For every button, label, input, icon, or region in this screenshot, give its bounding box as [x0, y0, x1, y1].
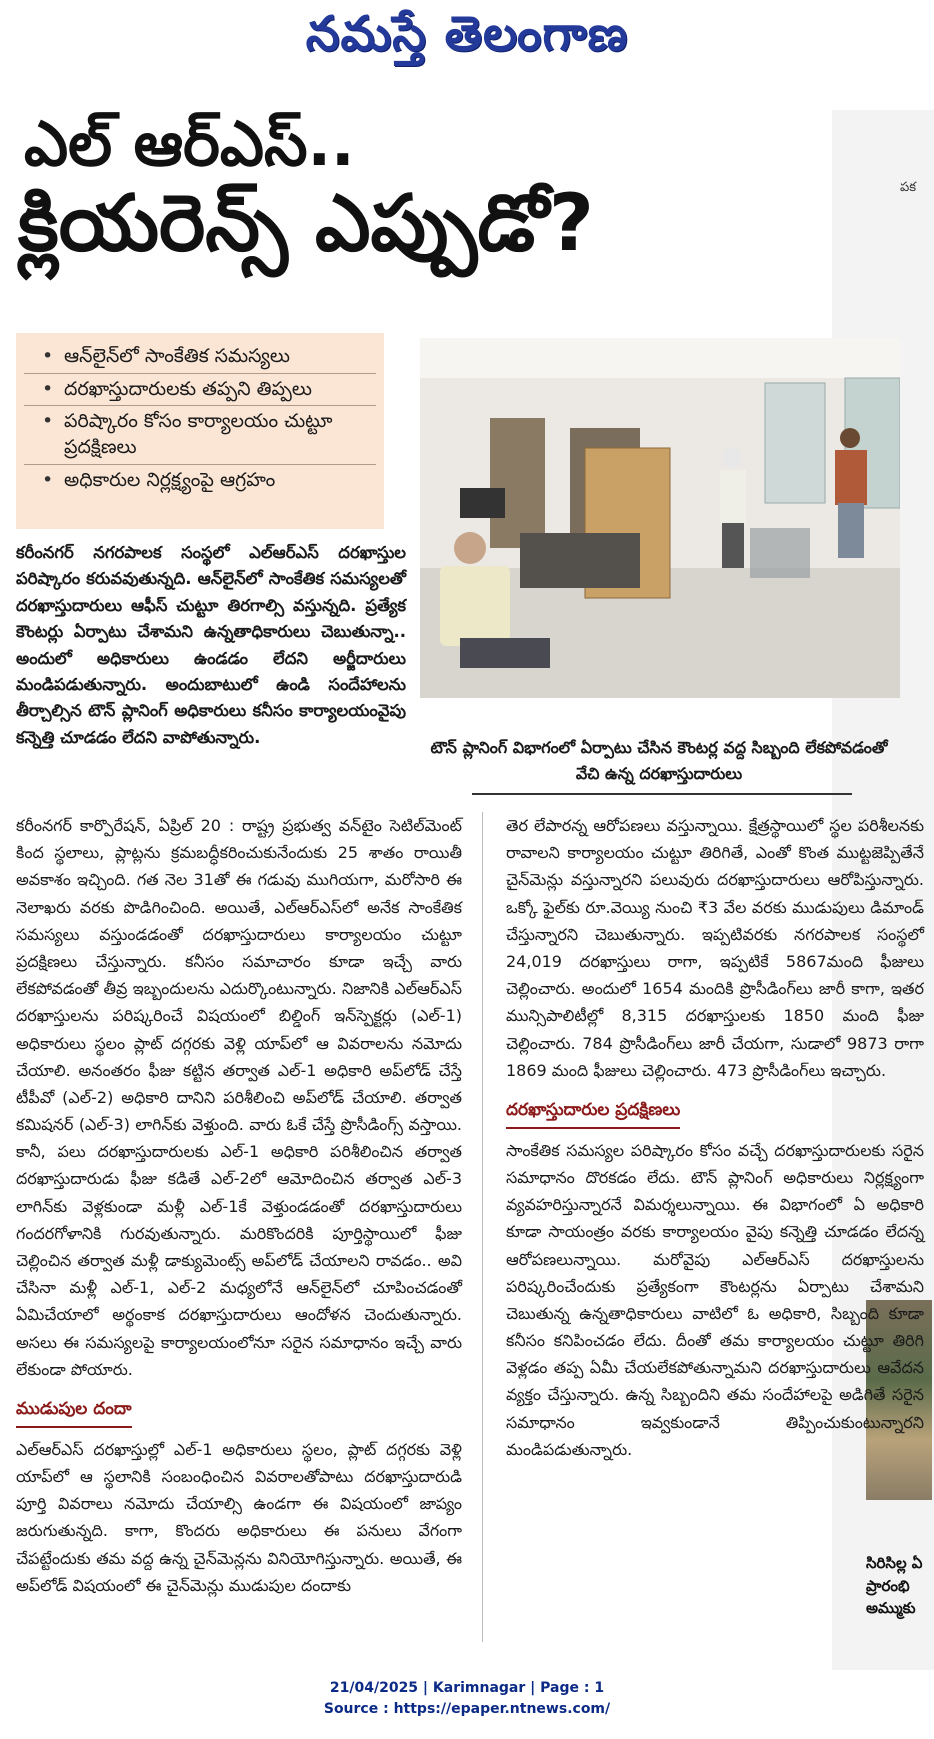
headline-line-1: ఎల్ ఆర్ఎస్.. — [24, 107, 355, 180]
office-scene-illustration — [420, 338, 900, 698]
highlight-item: • ఆన్‌లైన్‌లో సాంకేతిక సమస్యలు — [24, 341, 376, 374]
bullet-icon: • — [42, 345, 54, 367]
highlights-box — [16, 333, 384, 529]
body-paragraph: ఎల్ఆర్ఎస్ దరఖాస్తుల్లో ఎల్-1 అధికారులు స్థలం, ప్లాట్ దగ్గరకు వెళ్లి యాప్‌లో ఆ స్థలానికి సంబంధించిన వివరాలతోపాటు దరఖాస్తుదారుడి పూర్తి వివరాలు నమోదు చేయాల్సి ఉండగా ఈ విషయంలో జాప్యం జరుగుతున్నది. కాగా, కొందరు అధికారులు ఈ పనులు వేగంగా చేపట్టేందుకు తమ వద్ద ఉన్న చైన్‌మెన్లను వినియోగిస్తున్నారు. అయితే, ఈ అప్‌లోడ్ విషయంలో ఈ చైన్‌మెన్లు ముడుపుల దందాకు — [16, 1439, 462, 1595]
column-divider — [482, 812, 483, 1642]
body-paragraph: సాంకేతిక సమస్యల పరిష్కారం కోసం వచ్చే దరఖాస్తుదారులకు సరైన సమాధానం దొరకడం లేదు. టౌన్ ప్లానింగ్ అధికారులు నిర్లక్ష్యంగా వ్యవహరిస్తున్నారనే విమర్శలున్నాయి. ఈ విభాగంలో ఏ అధికారి కూడా సాయంత్రం వరకు కార్యాలయం వైపు కన్నెత్తి చూడడం లేదన్న ఆరోపణలున్నాయి. మరోవైపు ఎల్ఆర్ఎస్ దరఖాస్తులను పరిష్కరించేందుకు ప్రత్యేకంగా కౌంటర్లను ఏర్పాటు చేశామని చెబుతున్న ఉన్నతాధికారులు వాటిలో ఓ అధికారి, సిబ్బంది కూడా కనీసం కనిపించడం లేదు. దీంతో తమ కార్యాలయం చుట్టూ తిరిగి వెళ్లడం తప్ప ఏమీ చేయలేకపోతున్నామని దరఖాస్తుదారులు ఆవేదన వ్యక్తం చేస్తున్నారు. ఉన్న సిబ్బందిని తమ సందేహాలపై అడిగితే సరైన సమాధానం ఇవ్వకుండానే తిప్పించుకుంటున్నారని మండిపడుతున్నారు. — [506, 1140, 924, 1459]
headline-line-2: క్లియరెన్స్ ఎప్పుడో? — [18, 179, 595, 269]
highlight-item: • దరఖాస్తుదారులకు తప్పని తిప్పలు — [24, 374, 376, 407]
caption-underline — [472, 793, 852, 795]
source-link[interactable]: Source : https://epaper.ntnews.com/ — [323, 1701, 611, 1717]
body-paragraph: కరీంనగర్ కార్పొరేషన్, ఏప్రిల్ 20 : రాష్ట్ర ప్రభుత్వ వన్‌టైం సెటిల్‌మెంట్ కింద స్థలాలు, ప్లాట్లను క్రమబద్ధీకరించుకునేందుకు 25 శాతం రాయితీ అవకాశం ఇచ్చింది. గత నెల 31తో ఈ గడువు ముగియగా, మరోసారి ఈ నెలాఖరు వరకు పొడిగించింది. అయితే, ఎల్ఆర్ఎస్‌లో అనేక సాంకేతిక సమస్యలు వస్తుండడంతో దరఖాస్తుదారులు కార్యాలయం చుట్టూ ప్రదక్షిణలు చేస్తున్నారు. కనీసం సమాచారం కూడా ఇచ్చే వారు లేకపోవడంతో తీవ్ర ఇబ్బందులను ఎదుర్కొంటున్నారు. నిజానికి ఎల్ఆర్ఎస్ దరఖాస్తులను పరిష్కరించే విషయంలో బిల్డింగ్ ఇన్‌స్పెక్టర్లు (ఎల్-1) అధికారులు స్థలం ప్లాట్ దగ్గరకు వెళ్లి యాప్‌లో ఆ వివరాలను నమోదు చేయాలి. అనంతరం ఫీజు కట్టిన తర్వాత ఎల్-1 అధికారి అప్‌లోడ్ చేస్తే టీపీవో (ఎల్-2) అధికారి దానిని పరిశీలించి అప్‌లోడ్ చేయాలి. తర్వాత కమిషనర్ (ఎల్-3) లాగిన్‌కు వెళ్తుంది. వారు ఓకే చేస్తే ప్రొసీడింగ్స్ వస్తాయి. కానీ, పలు దరఖాస్తుదారులకు ఎల్-1 అధికారి పరిశీలించిన తర్వాత దరఖాస్తుదారుడు ఫీజు కడితే ఎల్-2లో ఆమోదించిన తర్వాత ఎల్-3 లాగిన్‌కు వెళ్లకుండా మళ్లీ ఎల్-1కే వెళ్తుండడంతో దరఖాస్తుదారులు గందరగోళానికి గురవుతున్నారు. మరికొందరికి పూర్తిస్థాయిలో ఫీజు చెల్లించిన తర్వాత మళ్లీ డాక్యుమెంట్స్ అప్‌లోడ్ చేయాలని రావడం.. అవి చేసినా మళ్లీ ఎల్-1, ఎల్-2 మధ్యలోనే ఆన్‌లైన్‌లో చూపించడంతో ఏమిచేయాలో అర్థంకాక దరఖాస్తుదారులు ఆందోళన చెందుతున్నారు. అసలు ఈ సమస్యలపై కార్యాలయంలోనూ సరైన సమాధానం ఇచ్చే వారు లేకుండా పోయారు. — [16, 816, 462, 1379]
highlight-item: • అధికారుల నిర్లక్ష్యంపై ఆగ్రహం — [24, 465, 376, 497]
intro-paragraph: కరీంనగర్ నగరపాలక సంస్థలో ఎల్ఆర్ఎస్ దరఖాస్తుల పరిష్కారం కరువవుతున్నది. ఆన్‌లైన్‌లో సాంకేతిక సమస్యలతో దరఖాస్తుదారులు ఆఫీస్ చుట్టూ తిరగాల్సి వస్తున్నది. ప్రత్యేక కౌంటర్లు ఏర్పాటు చేశామని ఉన్నతాధికారులు చెబుతున్నా.. అందులో అధికారులు ఉండడం లేదని అర్జీదారులు మండిపడుతున్నారు. అందుబాటులో ఉండి సందేహాలను తీర్చాల్సిన టౌన్ ప్లానింగ్ అధికారులు కనీసం కార్యాలయంవైపు కన్నెత్తి చూడడం లేదని వాపోతున్నారు. — [16, 543, 406, 747]
bullet-icon: • — [42, 410, 54, 433]
newspaper-title: నమస్తే తెలంగాణ — [305, 6, 629, 62]
highlight-item: • పరిష్కారం కోసం కార్యాలయం చుట్టూ ప్రదక్షిణలు — [24, 406, 376, 464]
body-paragraph: తెర లేపారన్న ఆరోపణలు వస్తున్నాయి. క్షేత్రస్థాయిలో స్థల పరిశీలనకు రావాలని కార్యాలయం చుట్టూ తిరిగితే, ఎంతో కొంత ముట్టజెప్పితేనే చైన్‌మెన్లు వస్తున్నారని పలువురు దరఖాస్తుదారులు ఆరోపిస్తున్నారు. ఒక్కో ఫైల్‌కు రూ.వెయ్యి నుంచి ₹3 వేల వరకు ముడుపులు డిమాండ్ చేస్తున్నారని చెబుతున్నారు. ఇప్పటివరకు నగరపాలక సంస్థలో 24,019 దరఖాస్తులు రాగా, ఇప్పటికే 5867మంది ఫీజులు చెల్లించారు. అందులో 1654 మందికి ప్రొసీడింగ్‌లు జారీ కాగా, ఇతర మున్సిపాలిటీల్లో 8,315 దరఖాస్తులకు 1850 మంది ఫీజు చెల్లించారు. 784 ప్రొసీడింగ్‌లు జారీ చేయగా, సుడాలో 9873 రాగా 1869 మంది ఫీజులు చెల్లించారు. 473 ప్రొసీడింగ్‌లు ఇచ్చారు. — [506, 816, 924, 1080]
masthead — [0, 0, 934, 80]
edition-info: 21/04/2025 | Karimnagar | Page : 1 — [329, 1680, 605, 1696]
adjacent-article-caption: సిరిసిల్ల ఏ ప్రారంభి అమ్ముకు — [866, 1554, 923, 1617]
body-column-1 — [16, 812, 462, 1605]
page-footer — [0, 1678, 934, 1720]
photo-caption: టౌన్ ప్లానింగ్ విభాగంలో ఏర్పాటు చేసిన కౌంటర్ల వద్ద సిబ్బంది లేకపోవడంతో వేచి ఉన్న దరఖాస్తుదారులు — [430, 738, 888, 783]
article-photo — [420, 338, 900, 698]
bullet-icon: • — [42, 377, 54, 400]
body-column-2 — [506, 812, 924, 1469]
subheading: ముడుపుల దందా — [16, 1395, 132, 1428]
subheading: దరఖాస్తుదారుల ప్రదక్షిణలు — [506, 1096, 680, 1129]
adjacent-article-text: పక — [900, 180, 917, 195]
bullet-icon: • — [42, 468, 54, 491]
